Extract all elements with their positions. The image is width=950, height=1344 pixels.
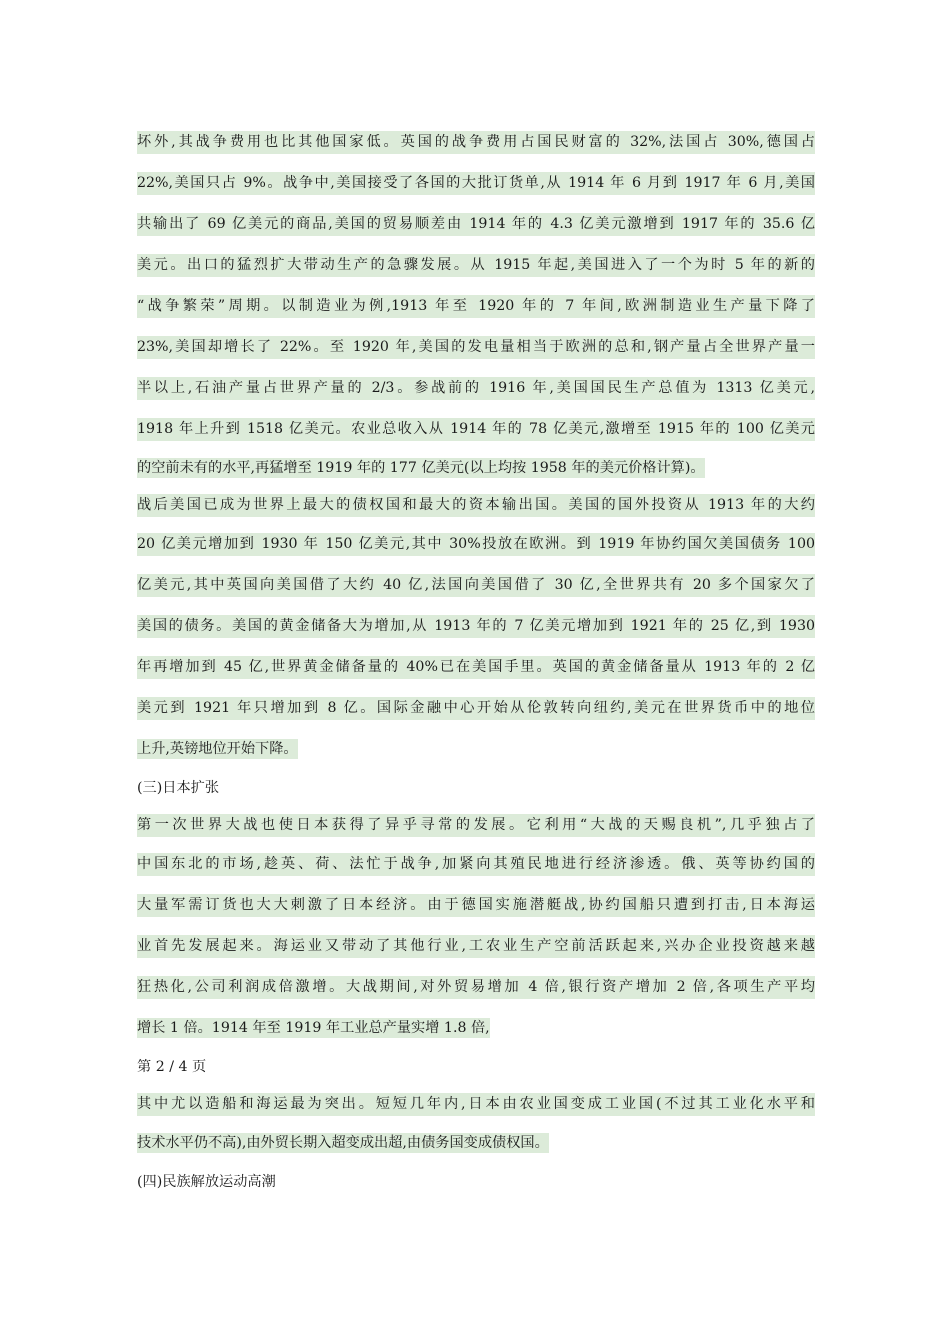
text-line: 22%,美国只占 9%。战争中,美国接受了各国的大批订货单,从 1914 年 6 月到 1917 年 6 月,美国 — [137, 163, 815, 204]
section-heading-liberation: (四)民族解放运动高潮 — [137, 1174, 276, 1190]
text-line: 增长 1 倍。1914 年至 1919 年工业总产量实增 1.8 倍, — [137, 1020, 490, 1036]
text-line: 坏外,其战争费用也比其他国家低。英国的战争费用占国民财富的 32%,法国占 30%,德国占 — [137, 122, 815, 163]
text-line: 20 亿美元增加到 1930 年 150 亿美元,其中 30%投放在欧洲。到 1919 年协约国欠美国债务 100 — [137, 524, 815, 565]
text-line: 年再增加到 45 亿,世界黄金储备量的 40%已在美国手里。英国的黄金储备量从 1913 年的 2 亿 — [137, 647, 815, 688]
text-line: 美元。出口的猛烈扩大带动生产的急骤发展。从 1915 年起,美国进入了一个为时 5 年的新的 — [137, 245, 815, 286]
text-line: 其中尤以造船和海运最为突出。短短几年内,日本由农业国变成工业国(不过其工业化水平和 — [137, 1086, 815, 1123]
paragraph-japan-expansion — [137, 807, 815, 1049]
text-line: 战后美国已成为世界上最大的债权国和最大的资本输出国。美国的国外投资从 1913 年的大约 — [137, 487, 815, 524]
text-line: 半以上,石油产量占世界产量的 2/3。参战前的 1916 年,美国国民生产总值为 1313 亿美元, — [137, 368, 815, 409]
text-line: 大量军需订货也大大刺激了日本经济。由于德国实施潜艇战,协约国船只遭到打击,日本海运 — [137, 885, 815, 926]
text-line: 1918 年上升到 1518 亿美元。农业总收入从 1914 年的 78 亿美元,激增至 1915 年的 100 亿美元 — [137, 409, 815, 450]
page-number: 第 2 / 4 页 — [137, 1059, 207, 1075]
text-line: 业首先发展起来。海运业又带动了其他行业,工农业生产空前活跃起来,兴办企业投资越来越 — [137, 926, 815, 967]
text-line: 中国东北的市场,趁英、荷、法忙于战争,加紧向其殖民地进行经济渗透。俄、英等协约国的 — [137, 844, 815, 885]
text-line: 美国的债务。美国的黄金储备大为增加,从 1913 年的 7 亿美元增加到 1921 年的 25 亿,到 1930 — [137, 606, 815, 647]
text-line: “战争繁荣”周期。以制造业为例,1913 年至 1920 年的 7 年间,欧洲制造业生产量下降了 — [137, 286, 815, 327]
text-line: 技术水平仍不高),由外贸长期入超变成出超,由债务国变成债权国。 — [137, 1135, 549, 1151]
text-line: 共输出了 69 亿美元的商品,美国的贸易顺差由 1914 年的 4.3 亿美元激增到 1917 年的 35.6 亿 — [137, 204, 815, 245]
text-line: 亿美元,其中英国向美国借了大约 40 亿,法国向美国借了 30 亿,全世界共有 20 多个国家欠了 — [137, 565, 815, 606]
paragraph-creditor-nation — [137, 487, 815, 770]
paragraph-japan-industry — [137, 1086, 815, 1164]
paragraph-war-economy — [137, 122, 815, 487]
document-page — [137, 122, 815, 1201]
text-line: 23%,美国却增长了 22%。至 1920 年,美国的发电量相当于欧洲的总和,钢产量占全世界产量一 — [137, 327, 815, 368]
section-heading-japan: (三)日本扩张 — [137, 780, 220, 796]
text-line: 第一次世界大战也使日本获得了异乎寻常的发展。它利用“大战的天赐良机”,几乎独占了 — [137, 807, 815, 844]
text-line: 狂热化,公司利润成倍激增。大战期间,对外贸易增加 4 倍,银行资产增加 2 倍,各项生产平均 — [137, 967, 815, 1008]
text-line: 上升,英镑地位开始下降。 — [137, 741, 298, 757]
text-line: 的空前未有的水平,再猛增至 1919 年的 177 亿美元(以上均按 1958 年的美元价格计算)。 — [137, 460, 705, 476]
text-line: 美元到 1921 年只增加到 8 亿。国际金融中心开始从伦敦转向纽约,美元在世界货币中的地位 — [137, 688, 815, 729]
